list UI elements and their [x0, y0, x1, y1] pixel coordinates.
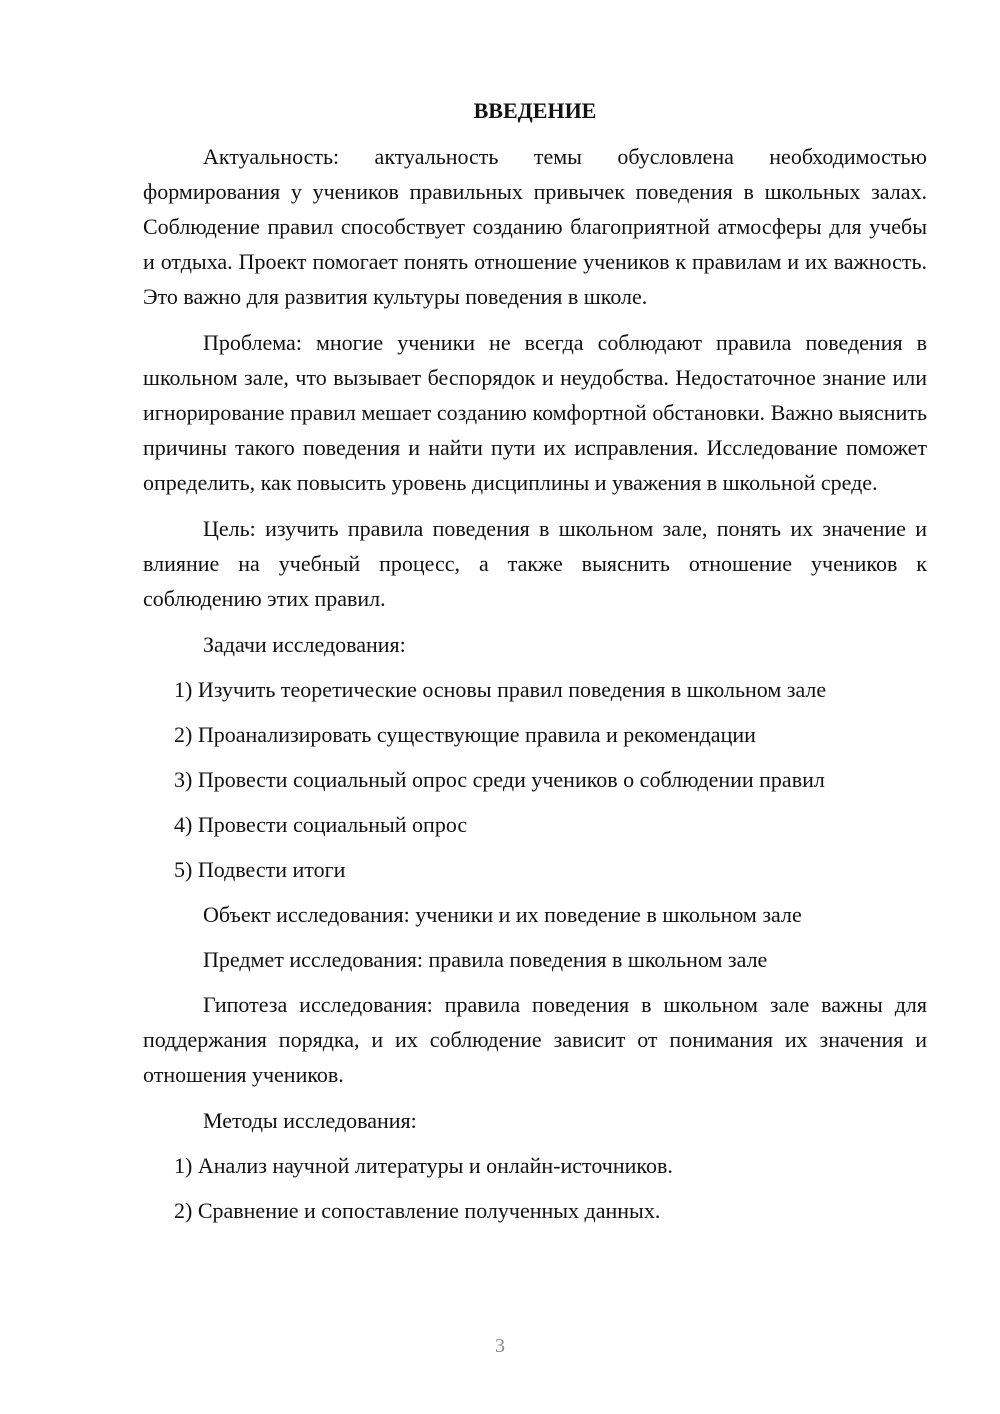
methods-title: Методы исследования:	[203, 1108, 417, 1133]
object-line: Объект исследования: ученики и их поведение в школьном зале	[203, 902, 802, 927]
tasks-title: Задачи исследования:	[203, 632, 406, 657]
page-content	[143, 93, 927, 1238]
task-item: 2) Проанализировать существующие правила и рекомендации	[174, 722, 756, 747]
goal-paragraph: Цель: изучить правила поведения в школьном зале, понять их значение и влияние на учебный процесс, а также выяснить отношение учеников к соблюдению этих правил.	[143, 516, 927, 611]
problem-paragraph: Проблема: многие ученики не всегда соблюдают правила поведения в школьном зале, что вызывает беспорядок и неудобства. Недостаточное знание или игнорирование правил мешает созданию комфортной обстановки. Важно выяснить причины такого поведения и найти пути их исправления. Исследование поможет определить, как повысить уровень дисциплины и уважения в школьной среде.	[143, 330, 927, 495]
method-item: 2) Сравнение и сопоставление полученных данных.	[174, 1198, 661, 1223]
task-item: 1) Изучить теоретические основы правил поведения в школьном зале	[174, 677, 827, 702]
method-item: 1) Анализ научной литературы и онлайн-источников.	[174, 1153, 673, 1178]
page-number: 3	[495, 1335, 505, 1357]
hypothesis-paragraph: Гипотеза исследования: правила поведения в школьном зале важны для поддержания порядка, и их соблюдение зависит от понимания их значения и отношения учеников.	[143, 992, 927, 1087]
task-item: 4) Провести социальный опрос	[174, 812, 468, 837]
methods-list	[143, 1148, 927, 1228]
relevance-paragraph: Актуальность: актуальность темы обусловлена необходимостью формирования у учеников правильных привычек поведения в школьных залах. Соблюдение правил способствует созданию благоприятной атмосферы для учебы и отдыха. Проект помогает понять отношение учеников к правилам и их важность. Это важно для развития культуры поведения в школе.	[143, 144, 927, 309]
task-item: 3) Провести социальный опрос среди учеников о соблюдении правил	[174, 767, 825, 792]
tasks-list	[143, 672, 927, 887]
subject-line: Предмет исследования: правила поведения в школьном зале	[203, 947, 768, 972]
task-item: 5) Подвести итоги	[174, 857, 346, 882]
section-heading: ВВЕДЕНИЕ	[473, 98, 597, 123]
